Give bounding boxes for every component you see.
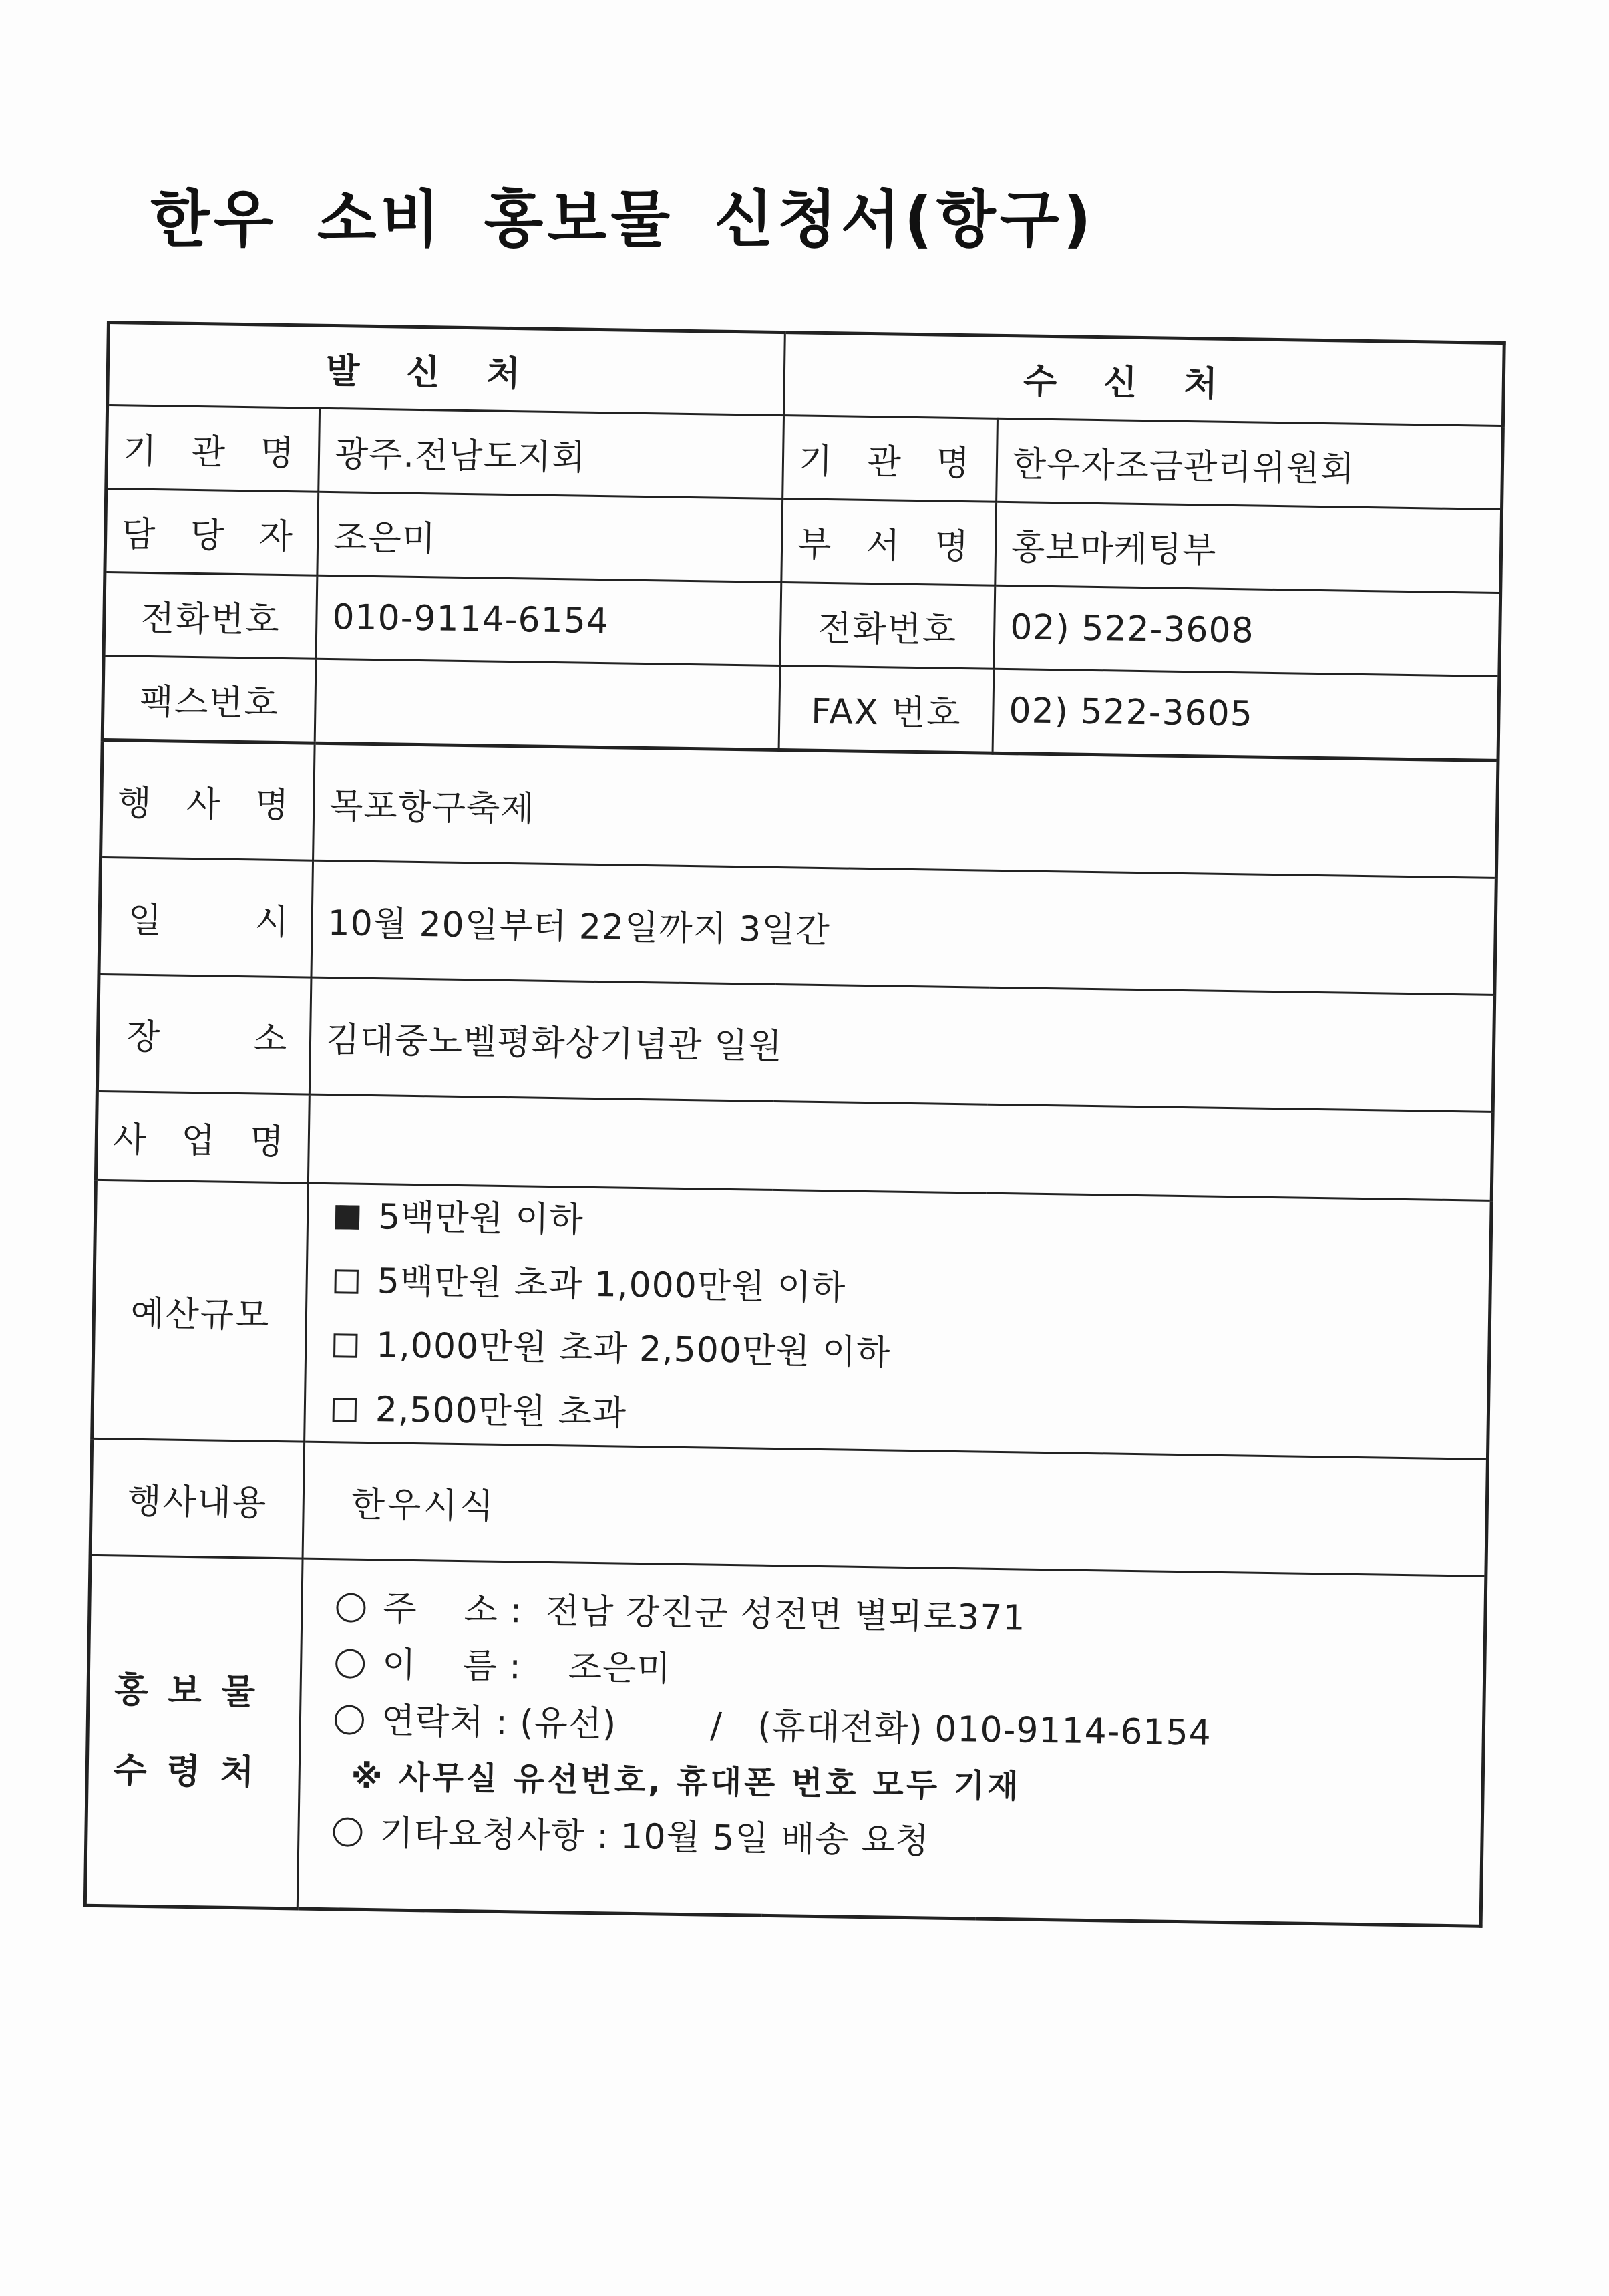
receiver-fax-value: 02) 522-3605 <box>993 669 1499 760</box>
receiver-org-value: 한우자조금관리위원회 <box>997 418 1503 509</box>
recipient-label <box>85 1555 303 1909</box>
circle-bullet-icon <box>336 1593 366 1623</box>
sender-fax-value <box>315 659 780 750</box>
receiver-dept-label: 부 서 명 <box>781 499 997 586</box>
recipient-label-line2: 수령처 <box>112 1750 275 1793</box>
recipient-contact-mobile: (휴대전화) 010-9114-6154 <box>757 1706 1212 1754</box>
receiver-phone-label: 전화번호 <box>780 583 995 669</box>
event-place-label <box>97 974 311 1094</box>
event-date-label-a: 일 <box>128 900 162 941</box>
event-date-value: 10월 20일부터 22일까지 3일간 <box>311 860 1496 995</box>
checkbox-checked-icon[interactable] <box>335 1205 360 1230</box>
budget-option-4-text: 2,500만원 초과 <box>375 1389 627 1434</box>
circle-bullet-icon <box>333 1817 363 1847</box>
receiver-header: 수신처 <box>784 333 1505 426</box>
receiver-dept-value: 홍보마케팅부 <box>995 502 1502 593</box>
budget-label: 예산규모 <box>92 1180 309 1442</box>
recipient-address-text: 주 소 : 전남 강진군 성전면 별뫼로371 <box>382 1589 1026 1639</box>
sender-phone-value: 010-9114-6154 <box>316 575 781 665</box>
form-table <box>83 321 1506 1928</box>
circle-bullet-icon <box>335 1705 365 1735</box>
event-date-label <box>99 857 313 977</box>
event-content-label: 행사내용 <box>90 1438 305 1559</box>
project-name-label: 사 업 명 <box>96 1091 309 1183</box>
event-place-label-a: 장 <box>126 1017 160 1057</box>
event-name-label: 행 사 명 <box>101 740 315 860</box>
event-date-label-b: 시 <box>254 901 289 943</box>
sender-manager-value: 조은미 <box>317 492 783 582</box>
receiver-org-label: 기 관 명 <box>783 416 998 502</box>
budget-options <box>305 1183 1492 1459</box>
recipient-other-text: 기타요청사항 : 10월 5일 배송 요청 <box>379 1813 930 1862</box>
event-place-label-b: 소 <box>252 1018 287 1059</box>
sender-phone-label: 전화번호 <box>104 572 317 659</box>
circle-bullet-icon <box>335 1649 365 1679</box>
recipient-details <box>297 1559 1486 1926</box>
receiver-phone-value: 02) 522-3608 <box>994 585 1501 676</box>
budget-option-2-text: 5백만원 초과 1,000만원 이하 <box>377 1261 846 1309</box>
budget-option-3-text: 1,000만원 초과 2,500만원 이하 <box>375 1325 891 1373</box>
recipient-contact-prefix: 연락처 : (유선) <box>381 1701 617 1745</box>
sender-org-label: 기 관 명 <box>106 405 320 492</box>
document-title: 한우 소비 홍보물 신청서(항구) <box>150 184 1095 255</box>
event-name-value: 목포항구축제 <box>313 743 1498 878</box>
sender-org-value: 광주.전남도지회 <box>319 408 784 498</box>
event-place-value: 김대중노벨평화상기념관 일원 <box>309 977 1494 1112</box>
recipient-label-line1: 홍보물 <box>114 1670 276 1713</box>
checkbox-empty-icon[interactable] <box>333 1398 357 1422</box>
sender-fax-label: 팩스번호 <box>102 655 316 743</box>
receiver-fax-label: FAX 번호 <box>779 666 994 754</box>
recipient-contact-slash: / <box>709 1705 723 1746</box>
project-name-value <box>308 1094 1493 1200</box>
recipient-note: ※ 사무실 유선번호, 휴대폰 번호 모두 기재 <box>351 1758 1022 1806</box>
sender-manager-label: 담 당 자 <box>105 489 319 576</box>
recipient-name-text: 이 름 : 조은미 <box>381 1645 672 1689</box>
event-content-value: 한우시식 <box>303 1442 1487 1576</box>
application-form <box>83 321 1502 1945</box>
budget-option-1-text: 5백만원 이하 <box>377 1197 584 1241</box>
checkbox-empty-icon[interactable] <box>334 1269 359 1294</box>
sender-header: 발신처 <box>108 323 785 416</box>
checkbox-empty-icon[interactable] <box>333 1333 358 1358</box>
